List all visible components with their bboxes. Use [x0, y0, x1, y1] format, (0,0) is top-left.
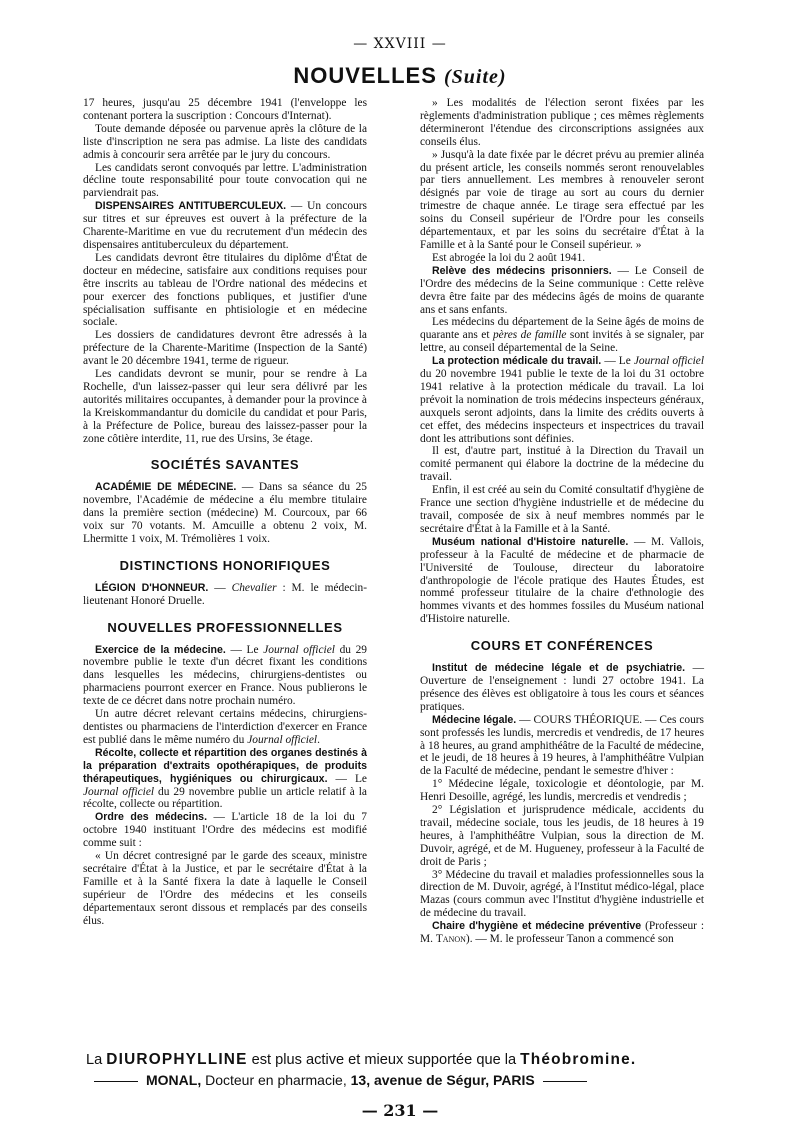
right-column [420, 97, 704, 946]
divider [94, 1081, 138, 1082]
article-text: (Professeur : M. [420, 920, 704, 946]
article-text: ). — M. le professeur Tanon a commencé son [465, 933, 674, 946]
title-text: NOUVELLES [293, 63, 437, 88]
paragraph: Enfin, il est créé au sein du Comité consultatif d'hygiène de France une section d'hygiène industrielle et de médecine du travail, composée de six à neuf membres nommés par le secrétaire d'État à la Famille et à la Santé. [420, 484, 704, 535]
paragraph: Est abrogée la loi du 2 août 1941. [432, 251, 586, 264]
page-roman-numeral: — XXVIII — [353, 36, 447, 52]
article-text: — L'article 18 de la loi du 7 octobre 1940 instituant l'Ordre des médecins est modifié comme suit : [83, 811, 368, 850]
section-heading-distinctions: DISTINCTIONS HONORIFIQUES [119, 557, 331, 573]
article-heading: Institut de médecine légale et de psychiatrie. [432, 662, 686, 675]
left-column [83, 97, 367, 927]
advert-text: Docteur en pharmacie, [201, 1072, 351, 1088]
article-text: — Ces cours sont professés les lundis, mercredis et vendredis, de 17 heures à 18 heures, au grand amphithéâtre de la Faculté de médecine, et le jeudi, de 18 heures à 19 heures, à l'amphithéâtre Vulpian de la Faculté de médecine, pendant le semestre d'hiver : [420, 713, 704, 778]
paragraph [83, 708, 367, 747]
section-heading-professionnelles: NOUVELLES PROFESSIONNELLES [107, 619, 343, 635]
article-text: Chevalier [231, 581, 277, 594]
article-heading: La protection médicale du travail. [432, 355, 602, 368]
advert-text: est plus active et mieux supportée que la [247, 1052, 521, 1068]
recolte-paragraph [83, 747, 367, 812]
list-item: 2° Législation et jurisprudence médicale, accidents du travail, médecine sociale, tous les jeudis, de 18 heures à 19 heures, à l'amphithéâtre Vulpian, sous la direction de M. Duvoir, agrégé, et de M. Hugueney, professeur à la Faculté de droit de Paris ; [420, 804, 704, 868]
list-item: 3° Médecine du travail et maladies professionnelles sous la direction de M. Duvoir, agrégé, à l'Institut médico-légal, place Mazas (cours commun avec l'Institut d'hygiène industrielle et de médecine du travail. [420, 868, 704, 920]
list-item: 1° Médecine légale, toxicologie et déontologie, par M. Henri Desoille, agrégé, les lundis, mercredis et vendredis ; [420, 778, 704, 804]
article-heading: Ordre des médecins. [95, 811, 208, 824]
paragraph: » Jusqu'à la date fixée par le décret prévu au premier alinéa du présent article, les conseils nommés seront renouvelables par tiers annuellement. Les membres à renouveler seront désignés par voie de tirage au sort au cours du dernier trimestre de chaque année. Le tirage sera effectué par les soins du Conseil supérieur de l'Ordre pour les conseils départementaux, et par les soins du secrétaire d'État à la Famille et à la Santé pour le Conseil supérieur. » [420, 148, 704, 251]
article-text: Un autre décret relevant certains médecins, chirurgiens-dentistes ou pharmaciens de l'interdiction d'exercer en France est publié dans le même numéro du [83, 708, 367, 746]
divider [543, 1081, 587, 1082]
article-text: — Le Conseil de l'Ordre des médecins de la Seine communique : Cette relève devra être faite par des médecins âgés de moins de quarante ans et sans enfants. [420, 264, 704, 316]
advert-line-1 [86, 1051, 726, 1069]
article-heading: Exercice de la médecine. [95, 643, 226, 656]
paragraph: Toute demande déposée ou parvenue après la clôture de la liste d'inscription ne sera pas admise. La liste des candidats admis à concourir sera arrêtée par le jury du concours. [83, 122, 367, 161]
subheading: — COURS THÉORIQUE. [516, 713, 643, 726]
page-title [0, 63, 800, 89]
advert-brand: DIUROPHYLLINE [106, 1051, 248, 1068]
medecine-legale-paragraph [420, 714, 704, 779]
protection-paragraph [420, 355, 704, 445]
dispensaires-paragraph [83, 200, 367, 252]
advert-text: La [86, 1052, 107, 1068]
article-text: . [317, 733, 320, 746]
paragraph [420, 316, 704, 355]
ordre-paragraph [83, 811, 367, 850]
article-heading: DISPENSAIRES ANTITUBERCULEUX. [95, 200, 287, 213]
article-heading: Récolte, collecte et répartition des organes destinés à la préparation d'extraits opothérapiques, de produits thérapeutiques, hygiéniques ou chirurgicaux. [83, 746, 367, 785]
article-heading: ACADÉMIE DE MÉDECINE. [95, 481, 237, 494]
article-text: — Le [225, 643, 264, 656]
paragraph: Les candidats devront être titulaires du diplôme d'État de docteur en médecine, satisfaire aux conditions requises pour être inscrits au tableau de l'Ordre national des médecins et pour exercer des fonctions publiques, et justifier d'une spécialisation suffisante en phtisiologie et en médecine sociale. [83, 251, 367, 329]
section-heading-societes: SOCIÉTÉS SAVANTES [150, 457, 300, 473]
journal-title: Journal officiel [633, 355, 704, 368]
article-text: du 29 novembre publie le texte d'un décret fixant les conditions dans lesquelles les médecins, chirurgiens-dentistes ou pharmaciens pourront exercer en France. Nous publierons le texte de ce décret dans notre prochain numéro. [83, 643, 367, 708]
article-text: — [208, 581, 232, 594]
article-text: — Dans sa séance du 25 novembre, l'Académie de médecine a élu membre titulaire dans la première section (médecine) M. Courcoux, par 66 voix sur 70 votants. M. Amcuille a obtenu 2 voix, M. Lhermitte 1 voix, M. Trémolières 1 voix. [83, 481, 368, 545]
museum-paragraph [420, 536, 704, 626]
article-text: — Le [327, 772, 367, 785]
paragraph: Les candidats devront se munir, pour se rendre à La Rochelle, d'un laissez-passer qui leur sera délivré par les autorités militaires occupantes, à demander pour la province à la Kreiskommandantur du domicile du candidat et pour Paris, à la Préfecture de Police, bureau des laissez-passer pour la zone côtière interdite, 11, rue des Ursins, 3e étage. [83, 368, 367, 445]
title-suffix: (Suite) [444, 66, 507, 88]
article-heading: LÉGION D'HONNEUR. [95, 581, 209, 594]
releve-paragraph [420, 265, 704, 317]
journal-title: Journal officiel [247, 733, 318, 746]
journal-title: Journal officiel [263, 643, 335, 656]
person-name: Tanon [435, 933, 466, 946]
article-text: du 20 novembre 1941 publie le texte de la loi du 31 octobre 1941 relative à la protection médicale du travail. La loi prévoit la nomination de trois médecins inspecteurs généraux, auxquels seront adjoints, dans la limite des crédits ouverts à cet effet, des médecins inspecteurs et inspectrices du travail dont les attributions sont définies. [420, 368, 704, 445]
paragraph: Il est, d'autre part, institué à la Direction du Travail un comité permanent qui élabore la doctrine de la médecine du travail. [420, 445, 704, 484]
article-text: sont invités à se signaler, par lettre, au conseil départemental de la Seine. [420, 329, 704, 355]
article-text: Les médecins du département de la Seine âgés de moins de quarante ans et [420, 316, 704, 342]
academie-paragraph [83, 481, 367, 546]
article-text: du 29 novembre publie un article relatif à la récolte, collecte ou répartition. [83, 785, 367, 811]
advert-company: MONAL, [146, 1072, 202, 1088]
article-text: : M. le médecin-lieutenant Honoré Druelle. [83, 581, 367, 607]
advert-line-2 [86, 1072, 726, 1088]
institut-paragraph [420, 662, 704, 714]
article-heading: Relève des médecins prisonniers. [432, 264, 612, 277]
article-heading: Muséum national d'Histoire naturelle. [432, 535, 629, 548]
paragraph: 17 heures, jusqu'au 25 décembre 1941 (l'enveloppe les contenant portera la suscription : Concours d'Internat). [83, 97, 367, 122]
article-heading: Médecine légale. [432, 713, 517, 726]
article-text: — Un concours sur titres et sur épreuves est ouvert à la préfecture de la Charente-Maritime en vue du recrutement d'un médecin des dispensaires antituberculeux du département. [83, 200, 367, 251]
article-text: — Ouverture de l'enseignement : lundi 27 octobre 1941. La présence des élèves est obligatoire à tous les cours et séances pratiques. [420, 662, 704, 713]
exercice-paragraph [83, 644, 367, 709]
paragraph: Les candidats seront convoqués par lettre. L'administration décline toute responsabilité pour toute convocation qui ne parviendrait pas. [83, 161, 367, 200]
article-text: pères de famille [492, 329, 567, 342]
article-text: — Le [601, 355, 634, 368]
advert-address: 13, avenue de Ségur, PARIS [350, 1072, 535, 1088]
advert-text: Théobromine. [520, 1051, 637, 1068]
section-heading-cours: COURS ET CONFÉRENCES [470, 638, 654, 654]
legion-paragraph [83, 582, 367, 608]
paragraph: « Un décret contresigné par le garde des sceaux, ministre secrétaire d'État à la Justice, et par le secrétaire d'État à la Famille et à la Santé fixera la date à laquelle le Conseil supérieur de l'Ordre des médecins et les conseils départementaux seront dissous et remplacés par des conseils élus. [83, 850, 367, 927]
article-text: — M. Vallois, professeur à la Faculté de médecine et de pharmacie de l'Université de Toulouse, directeur du laboratoire d'anthropologie de l'école pratique des Hautes Études, est nommé professeur titulaire de la chaire d'ethnologie des hommes vivants et des hommes fossiles du Muséum national d'Histoire naturelle. [420, 535, 704, 626]
article-heading: Chaire d'hygiène et médecine préventive [432, 920, 642, 933]
chaire-paragraph [420, 920, 704, 946]
page-number: — 231 — [361, 1101, 439, 1120]
journal-title: Journal officiel [83, 785, 155, 798]
paragraph: Les dossiers de candidatures devront être adressés à la préfecture de la Charente-Maritime (Inspection de la Santé) avant le 20 décembre 1941, terme de rigueur. [83, 329, 367, 368]
paragraph: » Les modalités de l'élection seront fixées par les règlements d'administration publique ; ces mêmes règlements détermineront l'étendue des circonscriptions assignées aux conseils élus. [420, 97, 704, 148]
